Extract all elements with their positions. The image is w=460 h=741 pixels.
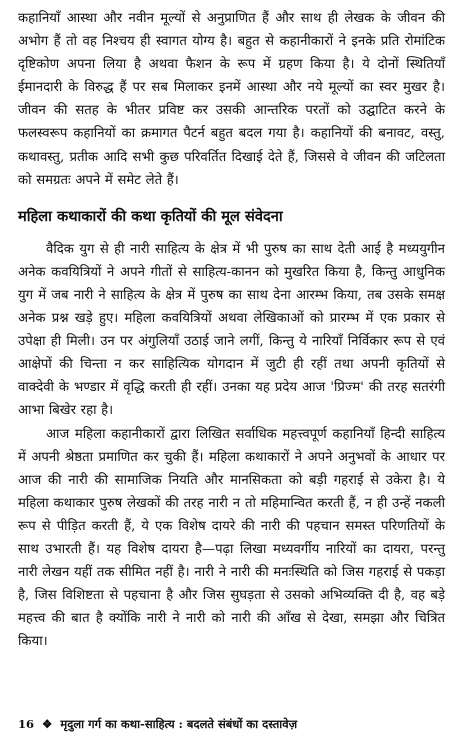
running-title: मृदुला गर्ग का कथा-साहित्य : बदलते संबंधों का दस्तावेज़ xyxy=(60,717,298,731)
page-footer xyxy=(18,716,297,732)
paragraph-intro-continuation: कहानियाँ आस्था और नवीन मूल्यों से अनुप्राणित हैं और साथ ही लेखक के जीवन की अभोग हैं तो वह निश्चय ही स्वागत योग्य है। बहुत से कहानीकारों ने इनके प्रति रोमांटिक दृष्टिकोण अपना लिया है अथवा फैशन के रूप में ग्रहण किया है। ये दोनों स्थितियाँ ईमानदारी के विरुद्ध हैं पर सब मिलाकर इनमें आस्था और नये मूल्यों का स्वर मुखर है। जीवन की सतह के भीतर प्रविष्ट कर उसकी आन्तरिक परतों को उद्घाटित करने के फलस्वरूप कहानियों का क्रमागत पैटर्न बहुत बदल गया है। कहानियों की बनावट, वस्तु, कथावस्तु, प्रतीक आदि सभी कुछ परिवर्तित दिखाई देते हैं, जिससे वे जीवन की जटिलता को समग्रतः अपने में समेट लेते हैं। xyxy=(18,11,445,188)
diamond-ornament-icon: ❖ xyxy=(42,717,53,731)
section-heading: महिला कथाकारों की कथा कृतियों की मूल संवेदना xyxy=(18,207,283,225)
page-number: 16 xyxy=(18,717,35,731)
paragraph-women-storytellers: आज महिला कहानीकारों द्वारा लिखित सर्वाधिक महत्त्वपूर्ण कहानियाँ हिन्दी साहित्य में अपनी श्रेष्ठता प्रमाणित कर चुकी हैं। महिला कथाकारों ने अपने अनुभवों के आधार पर आज की नारी की सामाजिक नियति और मानसिकता को बड़ी गहराई से उकेरा है। ये महिला कथाकार पुरुष लेखकों की तरह नारी न तो महिमान्वित करती हैं, न ही उन्हें नकली रूप से पीड़ित करती हैं, ये एक विशेष दायरे की नारी की पहचान समस्त परिणतियों के साथ उभारती हैं। यह विशेष दायरा है—पढ़ा लिखा मध्यवर्गीय नारियों का दायरा, परन्तु नारी लेखन यहीं तक सीमित नहीं है। नारी ने नारी की मनःस्थिति को जिस गहराई से पकड़ा है, जिस विशिष्टता से पहचाना है और जिस सुघड़ता से उसको अभिव्यक्ति दी है, वह बड़े महत्त्व की बात है क्योंकि नारी ने नारी को नारी की आँख से देखा, समझा और चित्रित किया। xyxy=(18,426,445,650)
paragraph-vedic-era: वैदिक युग से ही नारी साहित्य के क्षेत्र में भी पुरुष का साथ देती आई है मध्ययुगीन अनेक कवयित्रियों ने अपने गीतों से साहित्य-कानन को मुखरित किया है, किन्तु आधुनिक युग में जब नारी ने साहित्य के क्षेत्र में पुरुष का साथ देना आरम्भ किया, तब उसके समक्ष अनेक प्रश्न खड़े हुए। महिला कवयित्रियों अथवा लेखिकाओं को प्रारम्भ में एक प्रकार से उपेक्षा ही मिली। उन पर अंगुलियाँ उठाई जाने लगीं, किन्तु ये नारियाँ निर्विकार रूप से एवं आक्षेपों की चिन्ता न कर साहित्यिक योगदान में जुटी ही रहीं तथा अपनी कृतियों से वाक्देवी के भण्डार में वृद्धि करती ही रहीं। उनका यह प्रदेय आज 'प्रिज्म' की तरह सतरंगी आभा बिखेर रहा है। xyxy=(18,241,445,419)
